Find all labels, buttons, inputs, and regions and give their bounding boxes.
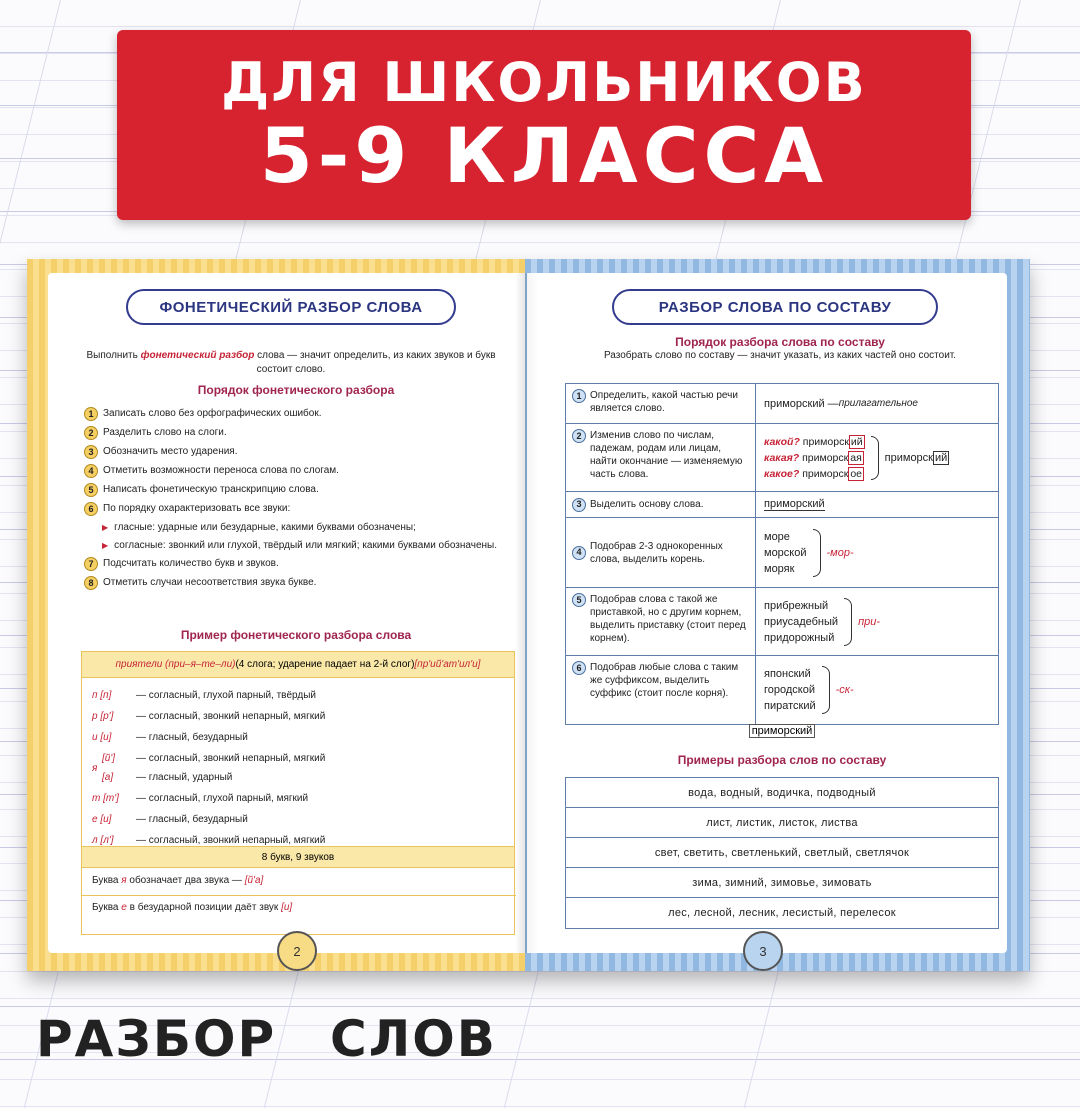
prefix-marker: при- (858, 615, 881, 628)
intro-text: Выполнить (86, 350, 141, 361)
step-number: 5 (84, 483, 98, 497)
note-letter: я (121, 875, 127, 886)
ya-sound (102, 768, 325, 787)
divider (82, 895, 516, 896)
note-letter: е (121, 902, 127, 913)
step-item (84, 576, 504, 590)
step-number: 5 (572, 593, 586, 607)
left-page-title: ФОНЕТИЧЕСКИЙ РАЗБОР СЛОВА (126, 289, 456, 325)
example-cell (756, 656, 998, 724)
sub-step-item (102, 521, 504, 534)
note-text: обозначает два звука — (126, 875, 245, 886)
page-number-left: 2 (277, 931, 317, 971)
step-text: Отметить случаи несоответствия звука букве. (103, 577, 317, 588)
example-row: лист, листик, листок, листва (566, 808, 998, 838)
example-row: зима, зимний, зимовье, зимовать (566, 868, 998, 898)
table-row (566, 588, 998, 656)
step-text: Отметить возможности переноса слова по слогам. (103, 465, 339, 476)
sub-step-text: согласные: звонкий или глухой, твёрдый или мягкий; какими буквами обозначены. (114, 540, 498, 551)
example-header (82, 652, 514, 678)
word: городской (764, 684, 815, 696)
note-text: Буква (92, 875, 122, 886)
step-number: 3 (572, 498, 586, 512)
root-marker: -мор- (826, 546, 854, 559)
phonetic-order-heading: Порядок фонетического разбора (197, 383, 395, 397)
ya-letter: я (92, 762, 98, 774)
step-text: Разделить слово на слоги. (103, 427, 227, 438)
sound-letter: [й'] (102, 753, 116, 764)
step-number: 7 (84, 557, 98, 571)
question: какой? (764, 435, 800, 448)
step-text: Определить, какой частью речи является слово. (590, 390, 738, 414)
table-row (566, 424, 998, 492)
composition-intro: Разобрать слово по составу — значит указать, из каких частей оно состоит. (603, 350, 957, 361)
example-row: вода, водный, водичка, подводный (566, 778, 998, 808)
step-cell (566, 424, 756, 491)
step-text: Подобрав слова с такой же приставкой, но с другим корнем, выделить приставку (стоит перед корнем). (590, 594, 746, 644)
book-spine (515, 273, 539, 953)
examples-table (565, 777, 999, 929)
sound-letter: и [и] (92, 732, 112, 743)
step-item (84, 557, 504, 571)
sound-desc: — гласный, безударный (136, 732, 248, 743)
table-row (566, 656, 998, 724)
sound-letter: [а] (102, 772, 114, 783)
example-cell (756, 518, 998, 587)
sound-row (92, 809, 504, 830)
sound-desc: — согласный, глухой парный, твёрдый (136, 690, 316, 701)
sound-row-ya (92, 748, 504, 788)
banner-line-2: 5-9 КЛАССА (259, 111, 829, 200)
step-number: 1 (84, 407, 98, 421)
part-of-speech: прилагательное (838, 398, 918, 409)
phonetic-example-box (81, 651, 515, 935)
step-cell (566, 384, 756, 423)
step-cell (566, 656, 756, 724)
step-number: 6 (572, 661, 586, 675)
word: приморск (799, 435, 849, 448)
sound-desc: — согласный, звонкий непарный, мягкий (136, 835, 326, 846)
note-sound: [и] (281, 902, 293, 913)
right-page (527, 273, 1007, 959)
title-banner (117, 30, 971, 220)
open-book (27, 259, 1030, 971)
note-sound: [й'а] (244, 875, 264, 886)
step-item (84, 426, 504, 440)
sound-desc: — согласный, глухой парный, мягкий (136, 793, 309, 804)
step-text: Выделить основу слова. (590, 499, 704, 510)
question: какое? (764, 467, 800, 480)
sub-step-text: гласные: ударные или безударные, какими буквами обозначены; (114, 522, 416, 533)
page-number-right: 3 (743, 931, 783, 971)
step-text: Подобрав 2-3 однокоренных слова, выделить корень. (590, 540, 723, 565)
full-analysis-word: приморский (749, 724, 816, 738)
caption-word-1: РАЗБОР (36, 1010, 277, 1068)
brace (844, 598, 852, 646)
left-page (48, 273, 525, 959)
phonetic-steps (84, 407, 504, 595)
step-text: Изменив слово по числам, падежам, родам или лицам, найти окончание — изменяемую часть слова. (590, 430, 743, 480)
step-text: Написать фонетическую транскрипцию слова. (103, 484, 319, 495)
step-cell (566, 588, 756, 655)
question: какая? (764, 451, 800, 464)
word: придорожный (764, 631, 835, 644)
note-e (92, 902, 292, 913)
step-number: 1 (572, 389, 586, 403)
example-row: лес, лесной, лесник, лесистый, перелесок (668, 907, 896, 919)
step-item (84, 464, 504, 478)
word: морской (764, 546, 807, 559)
sound-row (92, 788, 504, 809)
sound-letter: р [р'] (92, 711, 114, 722)
example-word: приятели (при–я–те–ли) (115, 659, 236, 670)
step-text: Записать слово без орфографических ошибок. (103, 408, 322, 419)
sound-letter: л [л'] (92, 835, 114, 846)
step-number: 8 (84, 576, 98, 590)
table-row (566, 384, 998, 424)
step-number: 2 (572, 429, 586, 443)
example-cell (756, 588, 998, 655)
table-row (566, 492, 998, 518)
example-row: свет, светить, светленький, светлый, светлячок (566, 838, 998, 868)
ending-box: ая (850, 451, 862, 464)
sound-desc: — согласный, звонкий непарный, мягкий (136, 753, 326, 764)
banner-line-1: ДЛЯ ШКОЛЬНИКОВ (221, 51, 867, 114)
word: моряк (764, 562, 795, 575)
step-item (84, 407, 504, 421)
sound-desc: — гласный, безударный (136, 814, 248, 825)
intro-highlight: фонетический разбор (140, 350, 255, 361)
example-transcription: [пр'ий'ат'ил'и] (414, 659, 481, 670)
word: приморск (799, 451, 849, 464)
sound-desc: — согласный, звонкий непарный, мягкий (136, 711, 326, 722)
example-cell (756, 384, 998, 423)
word: пиратский (764, 700, 816, 712)
ya-sound (102, 749, 325, 768)
sound-row (92, 685, 504, 706)
sub-step-item (102, 539, 504, 552)
triangle-bullet-icon: ▶ (102, 541, 109, 550)
word: прибрежный (764, 599, 829, 612)
step-cell (566, 518, 756, 587)
composition-table (565, 383, 999, 725)
step-text: Подобрав любые слова с таким же суффиксом, выделить суффикс (стоит после корня). (590, 662, 739, 699)
table-row (566, 518, 998, 588)
example-info: (4 слога; ударение падает на 2-й слог) (235, 659, 415, 670)
sound-letter: п [п] (92, 690, 112, 701)
sound-letter: е [и] (92, 814, 112, 825)
step-text: По порядку охарактеризовать все звуки: (103, 503, 291, 514)
step-text: Обозначить место ударения. (103, 446, 238, 457)
triangle-bullet-icon: ▶ (102, 523, 109, 532)
examples-heading: Примеры разбора слов по составу (677, 753, 887, 767)
suffix-marker: -ск- (835, 684, 854, 696)
step-number: 3 (84, 445, 98, 459)
word: приморский — (764, 397, 839, 410)
full-analysis-word-wrap (565, 725, 999, 737)
step-text: Подсчитать количество букв и звуков. (103, 558, 279, 569)
intro-text-end: слова — значит определить, из каких звуков и букв состоит слово. (254, 350, 496, 375)
ending-box: ое (850, 467, 863, 480)
sound-list (82, 678, 514, 872)
letters-sounds-count: 8 букв, 9 звуков (82, 846, 514, 868)
brace (822, 666, 830, 714)
step-number: 6 (84, 502, 98, 516)
word: приморск (884, 451, 933, 464)
sound-row (92, 706, 504, 727)
note-text: в безударной позиции даёт звук (126, 902, 282, 913)
step-cell (566, 492, 756, 517)
word: приусадебный (764, 615, 839, 628)
step-item (84, 502, 504, 516)
note-text: Буква (92, 902, 122, 913)
brace (813, 529, 821, 577)
example-cell (756, 424, 998, 491)
step-number: 4 (572, 546, 586, 560)
example-heading: Пример фонетического разбора слова (180, 628, 412, 642)
word: море (764, 530, 790, 543)
step-item (84, 483, 504, 497)
composition-order-heading: Порядок разбора слова по составу (675, 335, 885, 349)
step-number: 2 (84, 426, 98, 440)
word: японский (764, 668, 811, 680)
brace (871, 436, 879, 480)
ending-box: ий (935, 451, 948, 464)
step-number: 4 (84, 464, 98, 478)
ending-box: ий (850, 435, 863, 448)
phonetic-intro (86, 349, 496, 377)
word: приморск (799, 467, 849, 480)
sound-letter: т [т'] (92, 793, 119, 804)
step-item (84, 445, 504, 459)
sound-row (92, 727, 504, 748)
note-ya (92, 875, 263, 886)
right-page-title: РАЗБОР СЛОВА ПО СОСТАВУ (612, 289, 938, 325)
example-cell (756, 492, 998, 517)
sound-desc: — гласный, ударный (136, 772, 233, 783)
caption-word-2: СЛОВ (330, 1010, 497, 1068)
stem-word: приморский (764, 498, 825, 510)
